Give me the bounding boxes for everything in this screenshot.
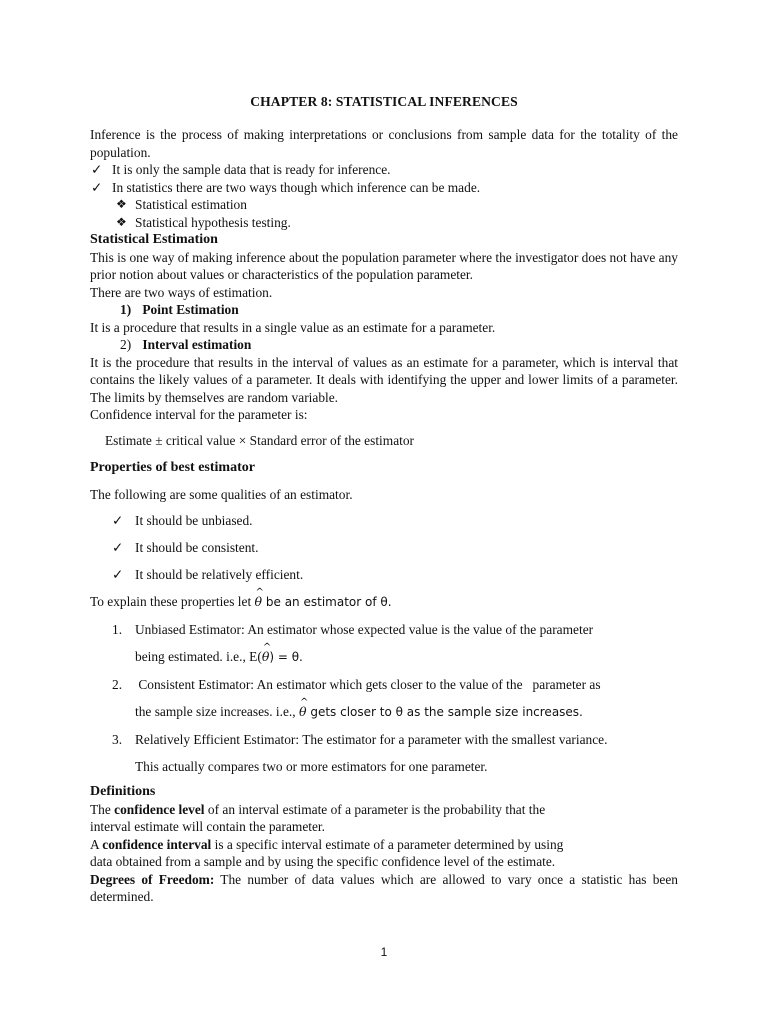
diamond-bullet-icon: ❖ (116, 197, 127, 211)
page-number: 1 (380, 945, 388, 959)
theta-hat-symbol: ^ θ (255, 588, 263, 615)
properties-explain: To explain these properties let ^ θ be an estimator of θ. (90, 588, 678, 616)
check-icon: ✓ (112, 513, 124, 528)
list-item: 3. Relatively Efficient Estimator: The estimator for a parameter with the smallest variance. (112, 732, 608, 747)
point-estimation-text: It is a procedure that results in a single value as an estimate for a parameter. (90, 319, 496, 335)
section-heading: Properties of best estimator (90, 460, 255, 475)
point-estimation-heading: 1) Point Estimation (120, 302, 239, 317)
check-item: ✓ In statistics there are two ways though which inference can be made. (91, 179, 481, 195)
check-item: ✓ It should be consistent. (90, 534, 678, 561)
diamond-bullet-icon: ❖ (116, 214, 127, 229)
check-icon: ✓ (91, 179, 103, 195)
section-heading: Statistical Estimation (90, 232, 218, 247)
list-item: 1. Unbiased Estimator: An estimator whose expected value is the value of the parameter (112, 622, 594, 637)
check-item: ✓ It is only the sample data that is ready for inference. (91, 162, 391, 177)
intro-paragraph: Inference is the process of making interpretations or conclusions from sample data for the totality of the population. (90, 127, 678, 160)
list-item-continuation: the sample size increases. i.e., ^ θ gets closer to θ as the sample size increases. (90, 698, 678, 726)
check-icon: ✓ (91, 162, 103, 177)
document-body (90, 126, 678, 906)
list-item: 2. Consistent Estimator: An estimator which gets closer to the value of the parameter as (112, 677, 601, 692)
list-item-continuation: being estimated. i.e., E(^ θ) = θ. (90, 643, 678, 671)
list-item-continuation: This actually compares two or more estimators for one parameter. (135, 759, 488, 774)
check-item: ✓ It should be relatively efficient. (90, 561, 678, 588)
estimation-paragraph: This is one way of making inference about the population parameter where the investigator does not have any prior notion about values or characteristics of the population parameter. (90, 249, 678, 282)
ci-formula: Estimate ± critical value × Standard error of the estimator (105, 432, 415, 448)
theta-hat-symbol: ^ θ (262, 643, 270, 670)
diamond-item: ❖ Statistical hypothesis testing. (116, 214, 291, 230)
check-icon: ✓ (112, 540, 124, 555)
interval-estimation-heading: 2) Interval estimation (120, 337, 252, 352)
definition-degrees-of-freedom: Degrees of Freedom: The number of data values which are allowed to vary once a statistic has been determined. (90, 871, 678, 904)
definition-confidence-level: The confidence level of an interval estimate of a parameter is the probability that the interval estimate will contain the parameter. (90, 801, 546, 834)
section-heading: Definitions (90, 784, 156, 799)
interval-estimation-text: It is the procedure that results in the interval of values as an estimate for a parameter, which is interval that contains the likely values of a parameter. It deals with identifying the upper and lower limits of a parameter. The limits by themselves are random variable. (90, 354, 678, 405)
ci-intro: Confidence interval for the parameter is: (90, 407, 308, 422)
properties-intro: The following are some qualities of an estimator. (90, 486, 353, 502)
page-title: CHAPTER 8: STATISTICAL INFERENCES (250, 94, 518, 109)
definition-confidence-interval: A confidence interval is a specific interval estimate of a parameter determined by using data obtained from a sample and by using the specific confidence level of the estimate. (90, 836, 564, 869)
theta-hat-symbol: ^ θ (299, 698, 307, 725)
check-item: ✓ It should be unbiased. (90, 507, 678, 534)
check-icon: ✓ (112, 567, 124, 582)
estimation-ways: There are two ways of estimation. (90, 284, 273, 300)
properties-list (90, 616, 678, 780)
diamond-item: ❖ Statistical estimation (116, 197, 247, 212)
